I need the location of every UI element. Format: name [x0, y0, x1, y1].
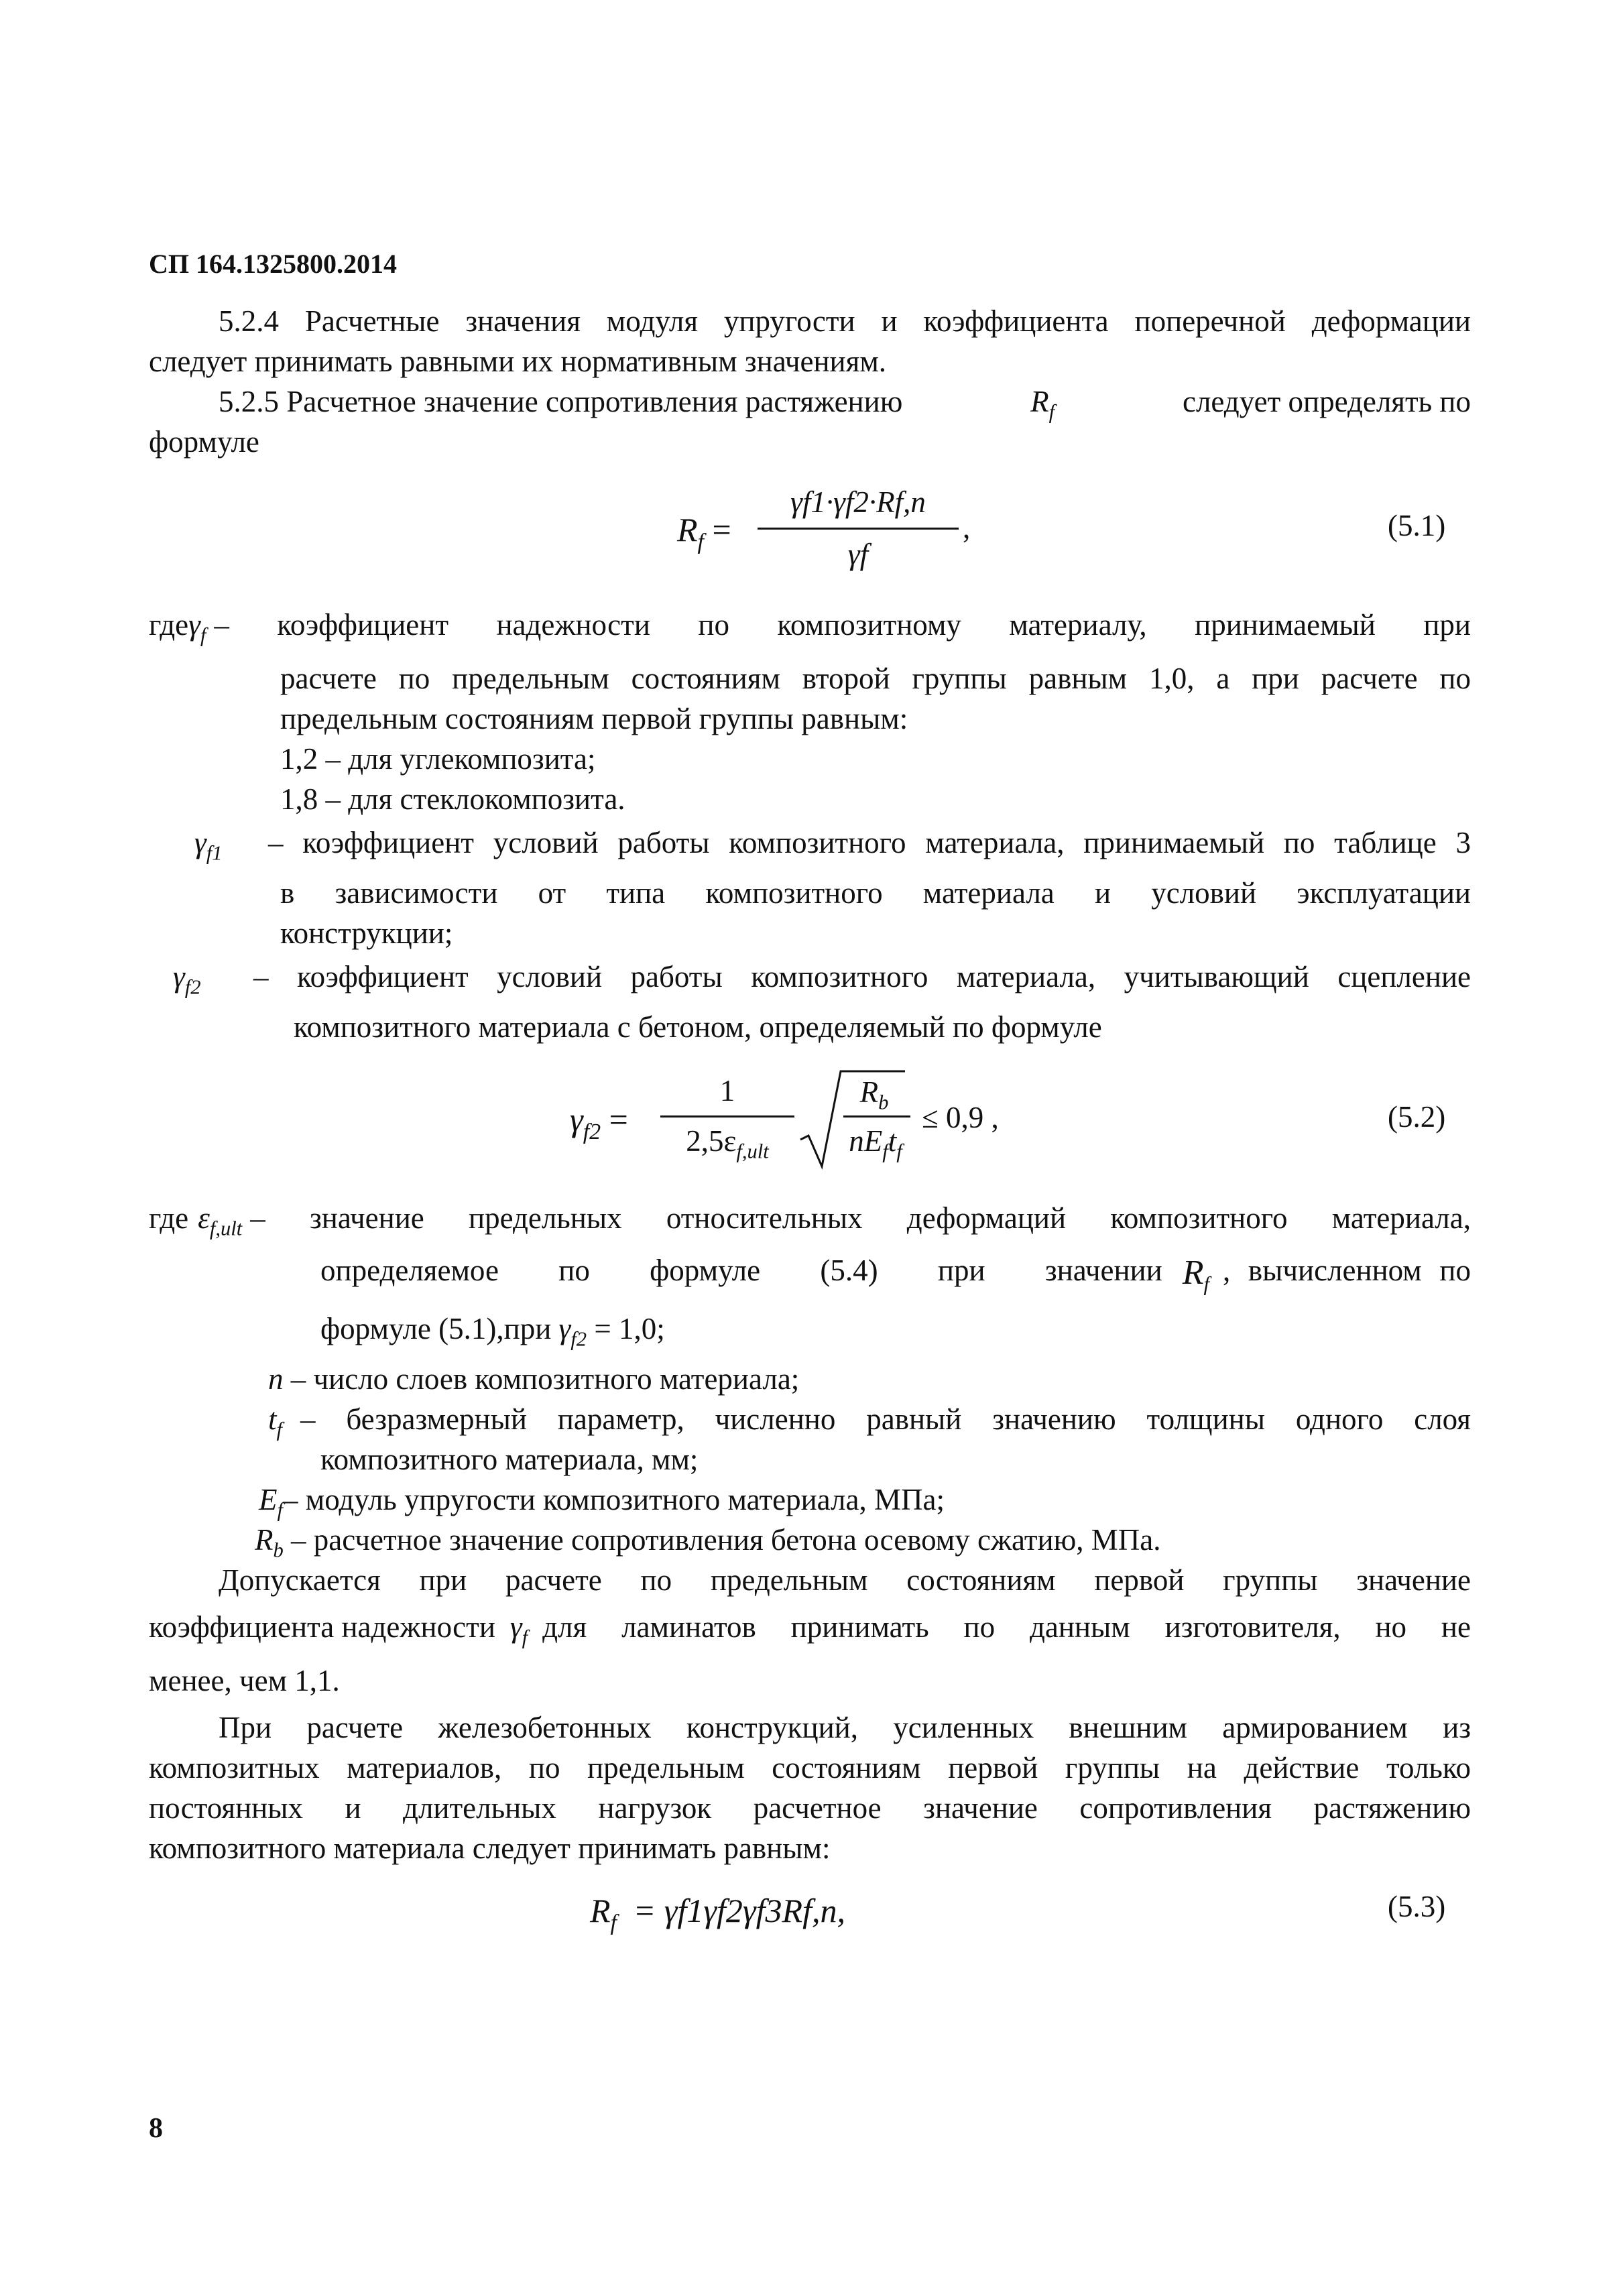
fraction-bar — [660, 1115, 794, 1117]
para-525-line1: 5.2.5 Расчетное значение сопротивления растяжению $R_f$ следует определять по — [219, 385, 1471, 424]
tf-definition-line2: композитного материала, мм; — [320, 1443, 699, 1476]
para-calc-line4: композитного материала следует принимать равным: — [149, 1831, 831, 1865]
gamma-f1-line2: в зависимости от типа композитного материала и условий эксплуатации — [280, 876, 1471, 910]
equation-number-5-3: (5.3) — [1388, 1890, 1446, 1923]
where-epsilon-line2: определяемое по формуле (5.4) при значении $R_f$ , вычисленном по — [320, 1254, 1471, 1296]
para-calc-line1: При расчете железобетонных конструкций, усиленных внешним армированием из — [219, 1711, 1471, 1744]
fraction-bar — [758, 528, 959, 530]
para-524-line1: 5.2.4 Расчетные значения модуля упругости и коэффициента поперечной деформации — [219, 304, 1471, 338]
where-gamma-f-line1: где $\gamma_f$ – коэффициент надежности по композитному материалу, принимаемый при — [149, 608, 1471, 647]
para-calc-line2: композитных материалов, по предельным состояниям первой группы на действие только — [149, 1751, 1471, 1785]
where-epsilon-line1: где $\varepsilon_{f,ult}$ – значение предельных относительных деформаций композитного материала, — [149, 1201, 1471, 1240]
para-allow-line3: менее, чем 1,1. — [149, 1664, 340, 1697]
where-epsilon-line3: формуле (5.1),при $\gamma_{f2} = 1,0$; — [320, 1312, 665, 1351]
para-allow-line1: Допускается при расчете по предельным состояниям первой группы значение — [219, 1563, 1471, 1597]
where-gamma-f-line3: предельным состояниям первой группы равным: — [280, 702, 908, 735]
gamma-f2-line1: $\gamma_{f2}$ – коэффициент условий работы композитного материала, учитывающий сцепление — [173, 960, 1471, 999]
equation-number-5-2: (5.2) — [1388, 1100, 1446, 1134]
equation-number-5-1: (5.1) — [1388, 509, 1446, 542]
eq51-numerator: γf1·γf2·Rf,n — [790, 485, 926, 519]
where-gamma-f-line4: 1,2 – для углекомпозита; — [280, 742, 596, 776]
para-525-line2: формуле — [149, 425, 259, 459]
ef-definition: $E_f-$ модуль упругости композитного материала, МПа; — [259, 1483, 945, 1522]
where-gamma-f-line2: расчете по предельным состояниям второй группы равным 1,0, а при расчете по — [280, 662, 1471, 695]
gamma-f2-line2: композитного материала с бетоном, определяемый по формуле — [294, 1010, 1102, 1044]
para-524-line2: следует принимать равными их нормативным значениям. — [149, 345, 887, 378]
eq51-denominator: γf — [847, 538, 869, 571]
page-number: 8 — [149, 2113, 163, 2144]
para-calc-line3: постоянных и длительных нагрузок расчетное значение сопротивления растяжению — [149, 1791, 1471, 1825]
para-allow-line2: коэффициента надежности $\gamma_f$ для ламинатов принимать по данным изготовителя, но не — [149, 1610, 1471, 1649]
document-code: СП 164.1325800.2014 — [149, 249, 397, 279]
tf-definition-line1: $t_f$ – безразмерный параметр, численно равный значению толщины одного слоя — [268, 1402, 1471, 1441]
gamma-f1-line1: $\gamma_{f1}$ – коэффициент условий работы композитного материала, принимаемый по таблице 3 — [194, 826, 1471, 865]
n-definition: n – число слоев композитного материала; — [268, 1362, 800, 1396]
document-page: СП 164.1325800.2014 5.2.4 Расчетные значения модуля упругости и коэффициента поперечной деформации следует принимать равными их нормативным значениям. 5.2.5 Расчетное значение сопротивления растяжению $R_f$ следует определять по формуле $R_f$ = γf1·γf2·Rf,n γf , (5.1) где $\gamma_f$ – коэффициент надежности по композитному материалу, принимаемый при расчете по предельным состояниям второй группы равным 1,0, а при расчете по предельным состояниям первой группы равным: 1,2 – для углекомпозита; 1,8 – для стеклокомпозита. $\gamma_{f1}$ – коэффициент условий работы композитного материала, принимаемый по таблице 3 в зависимости от типа композитного материала и условий эксплуатации конструкции; $\gamma_{f2}$ – коэффициент условий работы композитного материала, учитывающий сцепление композитного материала с бетоном, определяемый по формуле $\gamma_{f2}$ = 1 $2,5\varepsilon_{f,ult}$ $R_b$ $nE_ft_f$ ≤ 0,9 , (5.2) где $\varepsilon_{f,ult}$ – значение предельных относительных деформаций композитного материала, определяемое по формуле (5.4) при значении $R_f$ , вычисленном по формуле (5.1),при $\gamma_{f2} = 1,0$; n – число слоев композитного материала; $t_f$ – безразмерный параметр, численно равный значению толщины одного слоя композитного материала, мм; $E_f-$ модуль упругости композитного материала, МПа; $R_b$ – расчетное значение сопротивления бетона осевому сжатию, МПа. Допускается при расчете по предельным состояниям первой группы значение коэффициента надежности $\gamma_f$ для ламинатов принимать по данным изготовителя, но не менее, чем 1,1. При расчете железобетонных конструкций, усиленных внешним армированием из композитных материалов, по предельным состояниям первой группы на действие только постоянных и длительных нагрузок расчетное значение сопротивления растяжению композитного материала следует принимать равным: $R_f = \gamma f1\gamma f2\gamma f3Rf,n$, (5.3) 8 — [0, 0, 1623, 2296]
gamma-f1-line3: конструкции; — [280, 916, 453, 950]
fraction-bar — [843, 1115, 910, 1117]
rb-definition: $R_b$ – расчетное значение сопротивления бетона осевому сжатию, МПа. — [255, 1523, 1161, 1562]
where-gamma-f-line5: 1,8 – для стеклокомпозита. — [280, 782, 625, 816]
